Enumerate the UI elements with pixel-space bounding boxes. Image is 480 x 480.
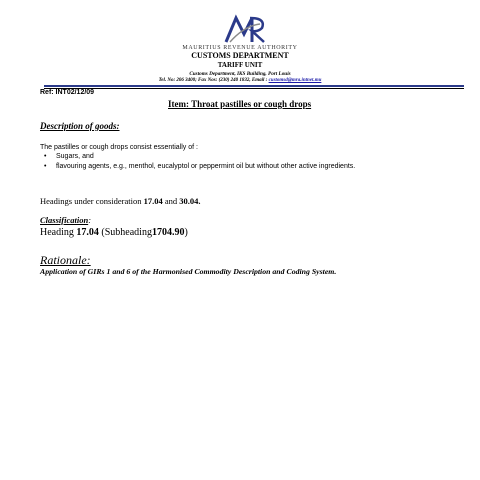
reference-number: Ref: INT02/12/09 — [40, 89, 95, 96]
list-item-text: Sugars, and — [56, 153, 94, 160]
list-item — [44, 163, 356, 170]
headings-and: and — [164, 196, 178, 206]
header-rule-black — [44, 88, 464, 89]
department-title: CUSTOMS DEPARTMENT — [191, 51, 289, 60]
classification-heading — [40, 215, 91, 225]
org-name: MAURITIUS REVENUE AUTHORITY — [182, 45, 298, 51]
email-link[interactable]: customsd@mra.intnet.mu — [268, 78, 322, 83]
rationale-heading: Rationale: — [40, 253, 91, 267]
rationale-text: Application of GIRs 1 and 6 of the Harmonised Commodity Description and Coding System. — [40, 267, 337, 276]
heading-2: 30.04. — [179, 196, 201, 206]
contact-line — [0, 78, 480, 83]
classification-heading-num: 17.04 — [76, 227, 99, 238]
heading-1: 17.04 — [143, 196, 163, 206]
contact-prefix: Tel. No: 206 3400; Fax Nos: (230) 240 1832, — [158, 78, 251, 83]
headings-prefix: Headings under consideration — [40, 196, 142, 206]
address-line: Customs Department, IKS Building, Port Louis — [189, 71, 291, 77]
description-heading: Description of goods: — [40, 121, 120, 131]
email-label: Email : — [251, 78, 268, 83]
classification-colon: : — [88, 215, 92, 225]
classification-label: Classification — [40, 215, 89, 225]
bullet-icon: • — [44, 153, 47, 160]
mra-logo-icon — [224, 14, 270, 44]
unit-title: TARIFF UNIT — [217, 61, 263, 69]
classification-value — [40, 227, 188, 238]
bullet-icon: • — [44, 163, 47, 170]
list-item — [44, 153, 94, 160]
headings-under-consideration — [40, 196, 201, 206]
classification-sub-suffix: ) — [184, 227, 188, 238]
description-intro: The pastilles or cough drops consist essentially of : — [40, 144, 198, 151]
header-rule-blue — [44, 85, 464, 87]
item-title: Item: Throat pastilles or cough drops — [168, 99, 312, 109]
classification-subheading-num: 1704.90 — [151, 227, 185, 238]
classification-word: Heading — [40, 227, 74, 238]
classification-sub-prefix: (Subheading — [101, 227, 152, 238]
list-item-text: flavouring agents, e.g., menthol, eucalyptol or peppermint oil but without other active ingredients. — [56, 163, 356, 170]
